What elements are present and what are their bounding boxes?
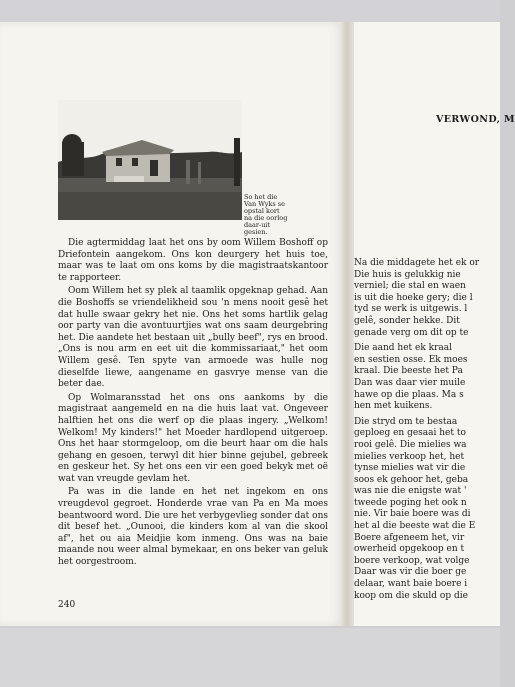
text-line: gelê, sonder hekke. Dit xyxy=(354,315,460,326)
text-line: Dan was daar vier muile xyxy=(354,377,466,388)
text-line: mielies verkoop het, het xyxy=(354,451,465,462)
text-line: Na die middagete het ek or xyxy=(354,258,480,268)
text-line: rooi gelê. Die mielies wa xyxy=(354,439,467,450)
text-line: kraal. Die beeste het Pa xyxy=(354,366,463,377)
left-book-page xyxy=(0,22,344,626)
text-line: geploeg en gesaai het to xyxy=(354,428,466,439)
paragraph: Pa was in die lande en het net ingekom en ons vreugdevol gegroet. Honderde vrae van Pa en Ma moes beantwoord word. Die ure het verbygevlieg sonder dat ons dit besef het. „Ounooi, die kinders kom al van die skool af", het ou aia Meidjie kom inmeng. Ons was na baie maande nou weer almal bymekaar, en ons beker van geluk het oorgestroom. xyxy=(58,487,328,568)
paragraph: Die agtermiddag laat het ons by oom Willem Boshoff op Driefontein aangekom. Ons kon deurgery het huis toe, maar was te laat om ons koms by die magistraatskantoor te rapporteer. xyxy=(58,238,328,283)
text-line: hen met kuikens. xyxy=(354,401,433,412)
chapter-heading: VERWOND, M xyxy=(436,114,515,125)
text-line: owerheid opgekoop en t xyxy=(354,544,465,555)
text-line: soos ek gehoor het, geba xyxy=(354,474,469,485)
text-line: tyd se werk is uitgewis. l xyxy=(354,304,468,315)
text-line: tweede poging het ook n xyxy=(354,497,467,508)
text-line: verniel; die stal en waen xyxy=(354,281,466,292)
text-line: boere verkoop, wat volge xyxy=(354,555,470,566)
text-line: hawe op die plaas. Ma s xyxy=(354,389,464,400)
text-line: genade verg om dit op te xyxy=(354,327,469,338)
text-line: Boere afgeneem het, vir xyxy=(354,532,465,543)
text-line: Daar was vir die boer ge xyxy=(354,567,467,578)
page-number: 240 xyxy=(58,600,76,610)
text-line: tynse mielies wat vir die xyxy=(354,463,466,474)
scan-bottom-margin xyxy=(0,628,500,687)
text-line: koop om die skuld op die xyxy=(354,590,468,601)
right-book-page xyxy=(354,22,515,626)
paragraph: Op Wolmaransstad het ons ons aankoms by die magistraat aangemeld en na die huis laat vat. Ongeveer halftien het ons die werf op die plaas ingery. „Welkom! Welkom! My kinders!" het Moeder hardlopend uitgeroep. Ons het haar stormgeloop, om die beurt haar om die hals gehang en gesoen, terwyl dit hier binne gejubel, gebreek en geskeur het. Sy het ons een vir een goed bekyk met oë wat van vreugde gevlam het. xyxy=(58,392,328,484)
text-line: delaar, want baie boere i xyxy=(354,579,468,590)
left-body-text xyxy=(58,238,328,571)
text-line: en sestien osse. Ek moes xyxy=(354,354,468,365)
paragraph: Oom Willem het sy plek al taamlik opgeknap gehad. Aan die Boshoffs se vriendelikheid sou 'n mens nooit gesê het dat hulle swaar gekry het nie. Ons het soms hartlik gelag oor party van die avontuurtjies wat ons saam deurgebring het. Die aandete het bestaan uit „bully beef", rys en brood. „Ons is nou arm en eet uit die kommissariaat," het oom Willem gesê. Ten spyte van armoede was hulle nog dieselfde liewe, aangename en gasvrye mense van die beter dae. xyxy=(58,286,328,390)
text-line: het al die beeste wat die E xyxy=(354,521,476,532)
scan-top-margin xyxy=(0,0,500,22)
homestead-photo xyxy=(58,100,242,220)
text-line: is uit die hoeke gery; die l xyxy=(354,292,473,303)
text-line: was nie die enigste wat ' xyxy=(354,486,467,497)
text-line: nie. Vir baie boere was di xyxy=(354,509,471,520)
text-line: Die stryd om te bestaa xyxy=(354,416,458,427)
right-body-text xyxy=(354,258,494,602)
photo-caption: So het die Van Wyks se opstal kort na die oorlog daar-uit gesien. xyxy=(244,193,288,236)
text-line: Die huis is gelukkig nie xyxy=(354,269,461,280)
text-line: Die aand het ek kraal xyxy=(354,343,453,354)
